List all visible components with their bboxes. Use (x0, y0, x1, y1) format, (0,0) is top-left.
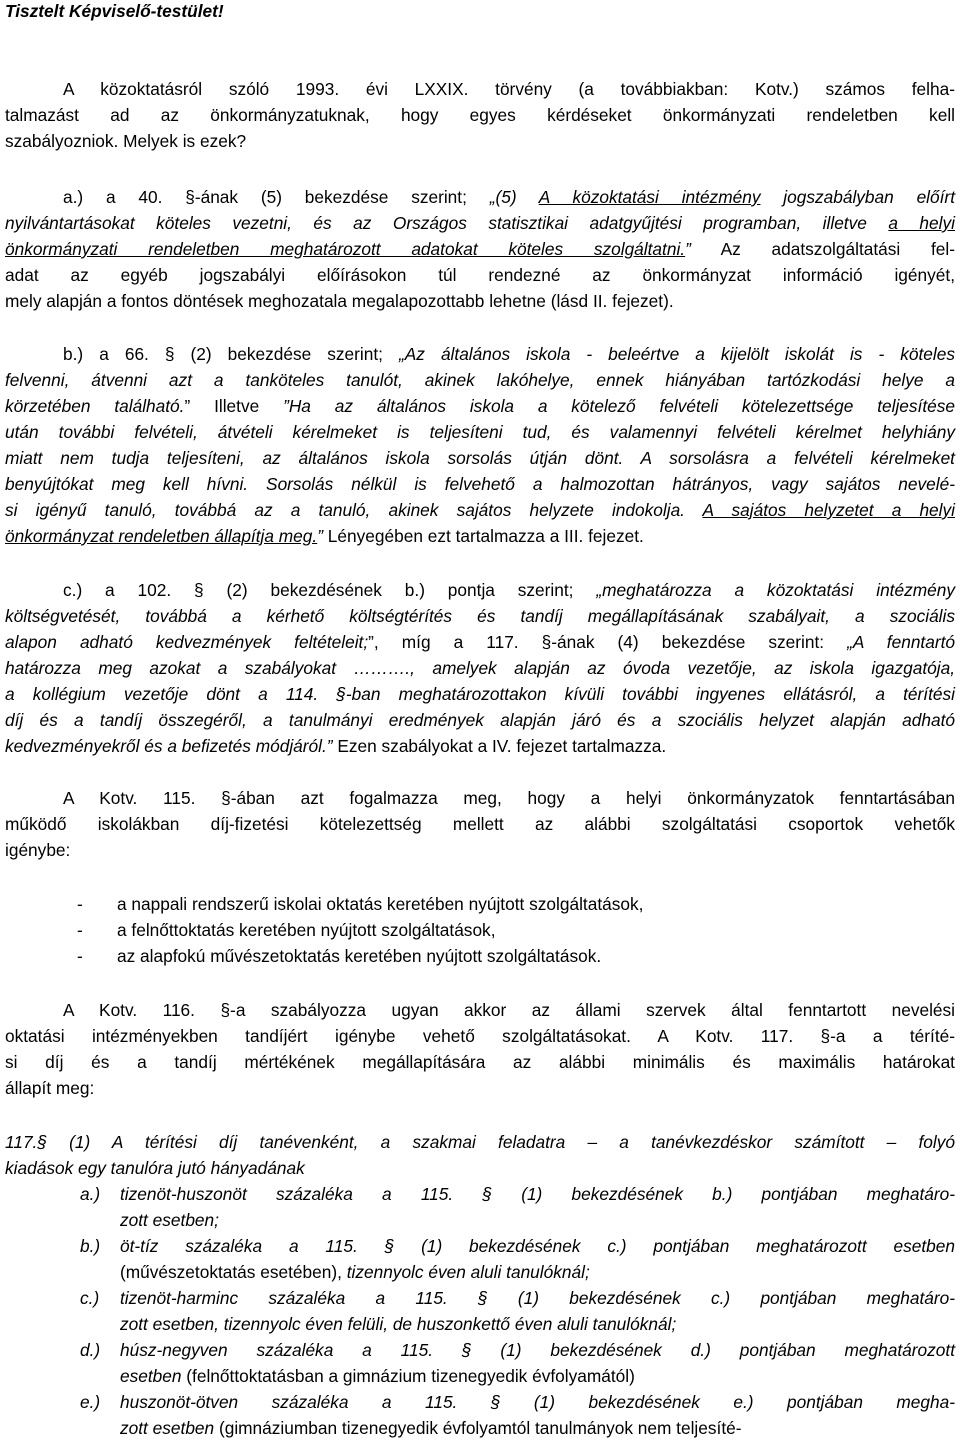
list-item: az alapfokú művészetoktatás keretében nyújtott szolgáltatások. (117, 946, 602, 966)
item-line-2: zott esetben, tizennyolc éven felüli, de huszonkettő éven aluli tanulóknál; (120, 1314, 677, 1334)
kotv116-line-4: állapít meg: (5, 1078, 95, 1098)
list-item: a felnőttoktatás keretében nyújtott szolgáltatások, (117, 920, 496, 940)
para-c-line-2: költségvetését, továbbá a kérhető költségtérítés és tandíj megállapításának szabályait, a szociális (5, 606, 955, 626)
para-c-line-5: a kollégium vezetője dönt a 114. §-ban meghatározottakon kívüli további ingyenes ellátásról, a térítési (5, 684, 955, 704)
item-line-2: zott esetben; (120, 1210, 219, 1230)
kotv116-line-1: A Kotv. 116. §-a szabályozza ugyan akkor az állami szervek által fenntartott nevelési (63, 1000, 955, 1020)
item-line-2: (művészetoktatás esetében), tizennyolc éven aluli tanulóknál; (120, 1262, 590, 1282)
para-c-line-3: alapon adható kedvezmények feltételeit;”, míg a 117. §-ának (4) bekezdése szerint: „A fenntartó (5, 632, 956, 652)
intro-line-2: talmazást ad az önkormányzatuknak, hogy egyes kérdéseket önkormányzati rendeletben kell (5, 105, 955, 125)
item-line-2: zott esetben (gimnáziumban tizenegyedik évfolyamtól tanulmányok nem teljesíté- (120, 1418, 742, 1438)
item-line-2: esetben (felnőttoktatásban a gimnázium tizenegyedik évfolyamától) (120, 1366, 635, 1386)
kotv115-line-1: A Kotv. 115. §-ában azt fogalmazza meg, hogy a helyi önkormányzatok fenntartásában (63, 788, 955, 808)
para-c-line-1: c.) a 102. § (2) bekezdésének b.) pontja szerint; „meghatározza a közoktatási intézmény (63, 580, 955, 600)
item-line-1: huszonöt-ötven százaléka a 115. § (1) bekezdésének e.) pontjában megha- (120, 1392, 955, 1412)
list-item-dash: - (77, 920, 83, 940)
item-label: c.) (80, 1288, 100, 1308)
para-b-line-8: önkormányzat rendeletben állapítja meg.” Lényegében ezt tartalmazza a III. fejezet. (5, 526, 644, 546)
item-line-1: tizenöt-huszonöt százaléka a 115. § (1) bekezdésének b.) pontjában meghatáro- (120, 1184, 955, 1204)
para-b-line-1: b.) a 66. § (2) bekezdése szerint; „Az általános iskola - beleértve a kijelölt iskolát is - köteles (63, 344, 955, 364)
item-line-1: tizenöt-harminc százaléka a 115. § (1) bekezdésének c.) pontjában meghatáro- (120, 1288, 955, 1308)
para-b-line-3: körzetében található.” Illetve ”Ha az általános iskola a kötelező felvételi kötelezettsége teljesítése (5, 396, 955, 416)
item-label: b.) (80, 1236, 101, 1256)
kotv115-line-3: igénybe: (5, 840, 71, 860)
para-c-line-4: határozza meg azokat a szabályokat ………., amelyek alapján az óvoda vezetője, az iskola igazgatója, (5, 658, 955, 678)
para-a-line-2: nyilvántartásokat köteles vezetni, és az Országos statisztikai adatgyűjtési programban, illetve a helyi (5, 213, 955, 233)
para-b-line-4: után további felvételi, átvételi kérelmeket is teljesíteni tud, és valamennyi felvételi kérelmet helyhiány (5, 422, 955, 442)
section-117-line-2: kiadások egy tanulóra jutó hányadának (5, 1158, 305, 1178)
para-b-line-2: felvenni, átvenni azt a tanköteles tanulót, akinek lakóhelye, ennek hiányában tartózkodási helye a (5, 370, 955, 390)
para-c-line-6: díj és a tandíj összegéről, a tanulmányi eredmények alapján járó és a szociális helyzet alapján adható (5, 710, 955, 730)
kotv115-line-2: működő iskolákban díj-fizetési kötelezettség mellett az alábbi szolgáltatási csoportok vehetők (5, 814, 955, 834)
item-line-1: öt-tíz százaléka a 115. § (1) bekezdésének c.) pontjában meghatározott esetben (120, 1236, 955, 1256)
item-line-1: húsz-negyven százaléka a 115. § (1) bekezdésének d.) pontjában meghatározott (120, 1340, 955, 1360)
para-a-line-1: a.) a 40. §-ának (5) bekezdése szerint; „(5) A közoktatási intézmény jogszabályban előírt (63, 187, 955, 207)
list-item-dash: - (77, 894, 83, 914)
kotv116-line-3: si díj és a tandíj mértékének megállapítására az alábbi minimális és maximális határokat (5, 1052, 955, 1072)
item-label: e.) (80, 1392, 101, 1412)
list-item-dash: - (77, 946, 83, 966)
intro-line-3: szabályozniok. Melyek is ezek? (5, 131, 247, 151)
para-b-line-5: miatt nem tudja teljesíteni, az általános iskola sorsolás útján dönt. A sorsolásra a felvételi kérelmeket (5, 448, 955, 468)
para-a-line-5: mely alapján a fontos döntések meghozatala megalapozottabb lehetne (lásd II. fejezet). (5, 291, 674, 311)
item-label: a.) (80, 1184, 101, 1204)
intro-line-1: A közoktatásról szóló 1993. évi LXXIX. törvény (a továbbiakban: Kotv.) számos felha- (63, 79, 955, 99)
section-117-line-1: 117.§ (1) A térítési díj tanévenként, a szakmai feladatra – a tanévkezdéskor számított – folyó (5, 1132, 955, 1152)
para-b-line-7: si igényű tanuló, továbbá az a tanuló, akinek sajátos helyzete indokolja. A sajátos helyzetet a helyi (5, 500, 955, 520)
item-label: d.) (80, 1340, 101, 1360)
list-item: a nappali rendszerű iskolai oktatás keretében nyújtott szolgáltatások, (117, 894, 644, 914)
kotv116-line-2: oktatási intézményekben tandíjért igénybe vehető szolgáltatásokat. A Kotv. 117. §-a a téríté- (5, 1026, 955, 1046)
para-c-line-7: kedvezményekről és a befizetés módjáról.” Ezen szabályokat a IV. fejezet tartalmazza. (5, 736, 667, 756)
para-b-line-6: benyújtókat meg kell hívni. Sorsolás nélkül is felvehető a halmozottan hátrányos, vagy sajátos nevelé- (5, 474, 955, 494)
salutation: Tisztelt Képviselő-testület! (5, 1, 224, 21)
para-a-line-3: önkormányzati rendeletben meghatározott adatokat köteles szolgáltatni.” Az adatszolgáltatási fel- (5, 239, 955, 259)
para-a-line-4: adat az egyéb jogszabályi előírásokon túl rendezné az önkormányzat információ igényét, (5, 265, 955, 285)
